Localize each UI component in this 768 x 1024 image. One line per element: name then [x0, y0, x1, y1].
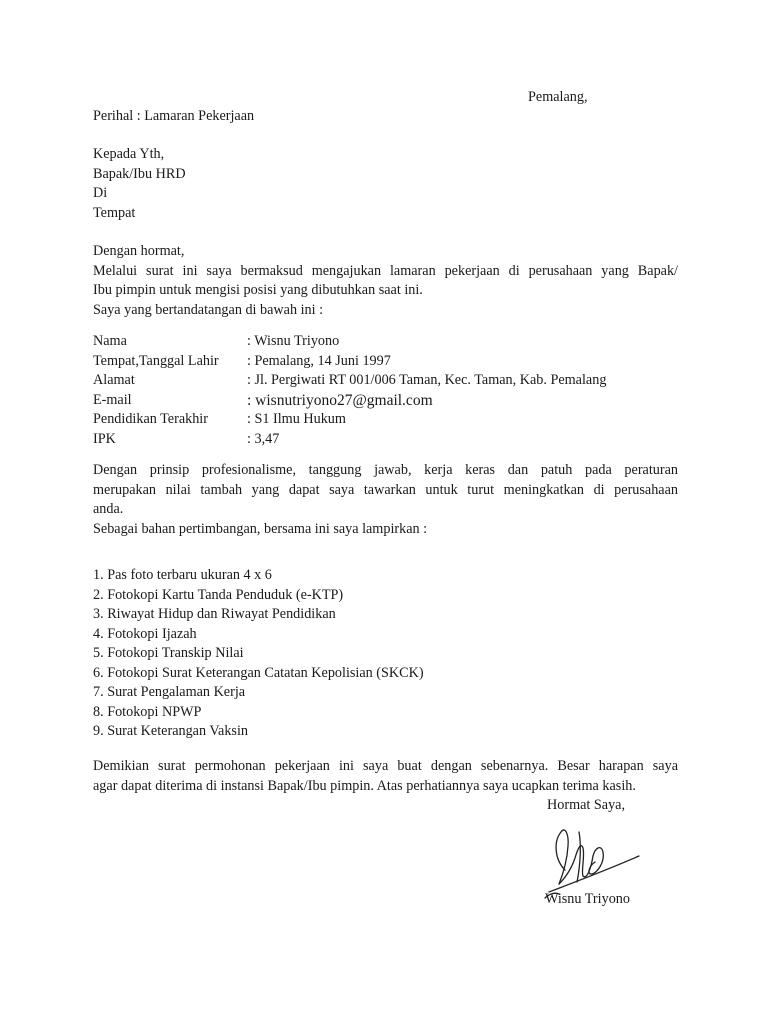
list-item: 2. Fotokopi Kartu Tanda Penduduk (e-KTP) [93, 586, 344, 603]
place-date: Pemalang, [528, 89, 588, 105]
bio-row-address [93, 371, 606, 391]
list-item: 1. Pas foto terbaru ukuran 4 x 6 [93, 567, 272, 583]
paragraph-line: anda. [93, 501, 124, 517]
bio-value: : wisnutriyono27@gmail.com [247, 391, 433, 409]
paragraph-line: agar dapat diterima di instansi Bapak/Ibu pimpin. Atas perhatiannya saya ucapkan terima kasih. [93, 777, 636, 794]
intro-line: Ibu pimpin untuk mengisi posisi yang dibutuhkan saat ini. [93, 282, 423, 298]
bio-label: Tempat,Tanggal Lahir [93, 352, 219, 369]
bio-value: : Jl. Pergiwati RT 001/006 Taman, Kec. Taman, Kab. Pemalang [247, 372, 607, 388]
closing-paragraph [93, 757, 678, 796]
bio-value: : 3,47 [247, 430, 280, 447]
recipient-line: Tempat [93, 204, 136, 221]
bio-label: IPK [93, 430, 116, 447]
list-item: 3. Riwayat Hidup dan Riwayat Pendidikan [93, 606, 336, 622]
recipient-block [93, 145, 186, 223]
bio-label: Nama [93, 333, 127, 349]
intro-line: Saya yang bertandatangan di bawah ini : [93, 301, 324, 318]
list-item: 9. Surat Keterangan Vaksin [93, 723, 248, 739]
recipient-line: Bapak/Ibu HRD [93, 165, 186, 182]
bio-value: : S1 Ilmu Hukum [247, 411, 346, 427]
bio-value: : Wisnu Triyono [247, 333, 340, 349]
list-item: 7. Surat Pengalaman Kerja [93, 684, 246, 700]
greeting: Dengan hormat, [93, 243, 185, 259]
paragraph-line: Dengan prinsip profesionalisme, tanggung jawab, kerja keras dan patuh pada peraturan [93, 462, 678, 478]
bio-value: : Pemalang, 14 Juni 1997 [247, 352, 391, 369]
bio-row-gpa [93, 430, 606, 450]
paragraph-line: merupakan nilai tambah yang dapat saya tawarkan untuk turut meningkatkan di perusahaan [93, 481, 678, 498]
attachment-list [93, 566, 424, 742]
bio-row-name [93, 332, 606, 352]
bio-label: E-mail [93, 391, 132, 408]
signer-name: Wisnu Triyono [545, 891, 630, 907]
bio-row-birth [93, 352, 606, 372]
intro-line: Melalui surat ini saya bermaksud mengajukan lamaran pekerjaan di perusahaan yang Bapak/ [93, 262, 678, 279]
list-item: 4. Fotokopi Ijazah [93, 625, 197, 642]
bio-row-education [93, 410, 606, 430]
list-item: 8. Fotokopi NPWP [93, 703, 202, 720]
paragraph-line: Sebagai bahan pertimbangan, bersama ini saya lampirkan : [93, 520, 428, 537]
list-item: 6. Fotokopi Surat Keterangan Catatan Kepolisian (SKCK) [93, 664, 424, 681]
motivation-paragraph [93, 461, 678, 539]
list-item: 5. Fotokopi Transkip Nilai [93, 645, 244, 661]
paragraph-line: Demikian surat permohonan pekerjaan ini saya buat dengan sebenarnya. Besar harapan saya [93, 758, 678, 774]
opening-paragraph [93, 242, 678, 320]
personal-data-table [93, 332, 606, 449]
bio-label: Pendidikan Terakhir [93, 411, 208, 427]
subject-line: Perihal : Lamaran Pekerjaan [93, 108, 255, 124]
bio-row-email [93, 391, 606, 411]
recipient-line: Di [93, 185, 108, 201]
regards: Hormat Saya, [547, 797, 626, 813]
bio-label: Alamat [93, 372, 135, 388]
recipient-line: Kepada Yth, [93, 146, 165, 162]
